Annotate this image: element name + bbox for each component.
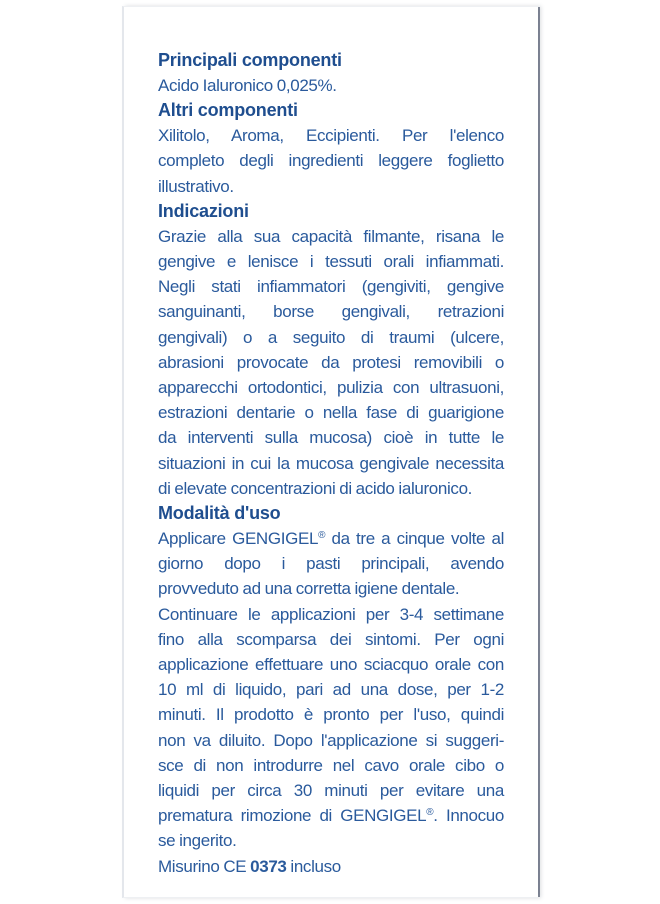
leaflet-content — [158, 48, 504, 879]
text-line: non va diluito. Dopo l'applicazione si suggeri- — [158, 730, 504, 750]
text-line: minuti. Il prodotto è pronto per l'uso, quindi — [158, 705, 504, 725]
ce-code: 0373 — [250, 856, 287, 876]
text-line: completo degli ingredienti leggere foglietto — [158, 151, 504, 171]
text-line: illustrativo. — [158, 176, 234, 196]
text-line: abrasioni provocate da protesi removibili o — [158, 352, 504, 372]
text-line: prematura rimozione di GENGIGEL®. Innocuo — [158, 806, 504, 826]
text-line: gengivali) o a seguito di traumi (ulcere, — [158, 327, 504, 347]
text-line: Continuare le applicazioni per 3-4 settimane — [158, 604, 504, 624]
text-line: applicazione effettuare uno sciacquo orale con — [158, 655, 504, 675]
text-line: Acido Ialuronico 0,025%. — [158, 76, 337, 95]
text-line: sanguinanti, borse gengivali, retrazioni — [158, 302, 504, 322]
registered-mark: ® — [318, 530, 326, 542]
text-line: fino alla scomparsa dei sintomi. Per ogni — [158, 629, 504, 649]
text-line: giorno dopo i pasti principali, avendo — [158, 554, 504, 574]
text-line: se ingerito. — [158, 831, 237, 851]
heading-modalita-uso: Modalità d'uso — [158, 503, 281, 524]
indicazioni-text — [158, 224, 504, 501]
altri-componenti-text — [158, 123, 504, 199]
text-line: liquidi per circa 30 minuti per evitare una — [158, 781, 504, 801]
heading-principali-componenti: Principali componenti — [158, 50, 342, 70]
misurino-suffix: incluso — [286, 856, 341, 876]
misurino-line — [158, 854, 504, 879]
text-line: provveduto ad una corretta igiene dentale. — [158, 579, 460, 599]
text-line: 10 ml di liquido, pari ad una dose, per 1-2 — [158, 680, 504, 700]
text-line: estrazioni dentarie o nella fase di guarigione — [158, 403, 504, 423]
text-line: di elevate concentrazioni di acido ialuronico. — [158, 478, 473, 498]
text-line: situazioni in cui la mucosa gengivale necessita — [158, 453, 504, 473]
text-line: gengive e lenisce i tessuti orali infiammati. — [158, 252, 504, 272]
leaflet-panel — [122, 6, 538, 898]
text-line: Grazie alla sua capacità filmante, risana le — [158, 226, 504, 246]
modalita-uso-text — [158, 526, 504, 854]
registered-mark: ® — [426, 807, 434, 819]
text-line: da interventi sulla mucosa) cioè in tutte le — [158, 428, 504, 448]
misurino-text — [158, 854, 504, 879]
text-line: apparecchi ortodontici, pulizia con ultrasuoni, — [158, 378, 504, 398]
heading-indicazioni: Indicazioni — [158, 200, 249, 221]
text-line: Applicare GENGIGEL® da tre a cinque volte al — [158, 529, 504, 549]
text-line: Negli stati infiammatori (gengiviti, gengive — [158, 277, 504, 297]
heading-altri-componenti: Altri componenti — [158, 100, 298, 121]
principali-componenti-text — [158, 73, 504, 98]
text-line: Xilitolo, Aroma, Eccipienti. Per l'elenco — [158, 126, 504, 146]
text-line: sce di non introdurre nel cavo orale cibo o — [158, 755, 504, 775]
misurino-prefix: Misurino CE — [158, 856, 251, 876]
